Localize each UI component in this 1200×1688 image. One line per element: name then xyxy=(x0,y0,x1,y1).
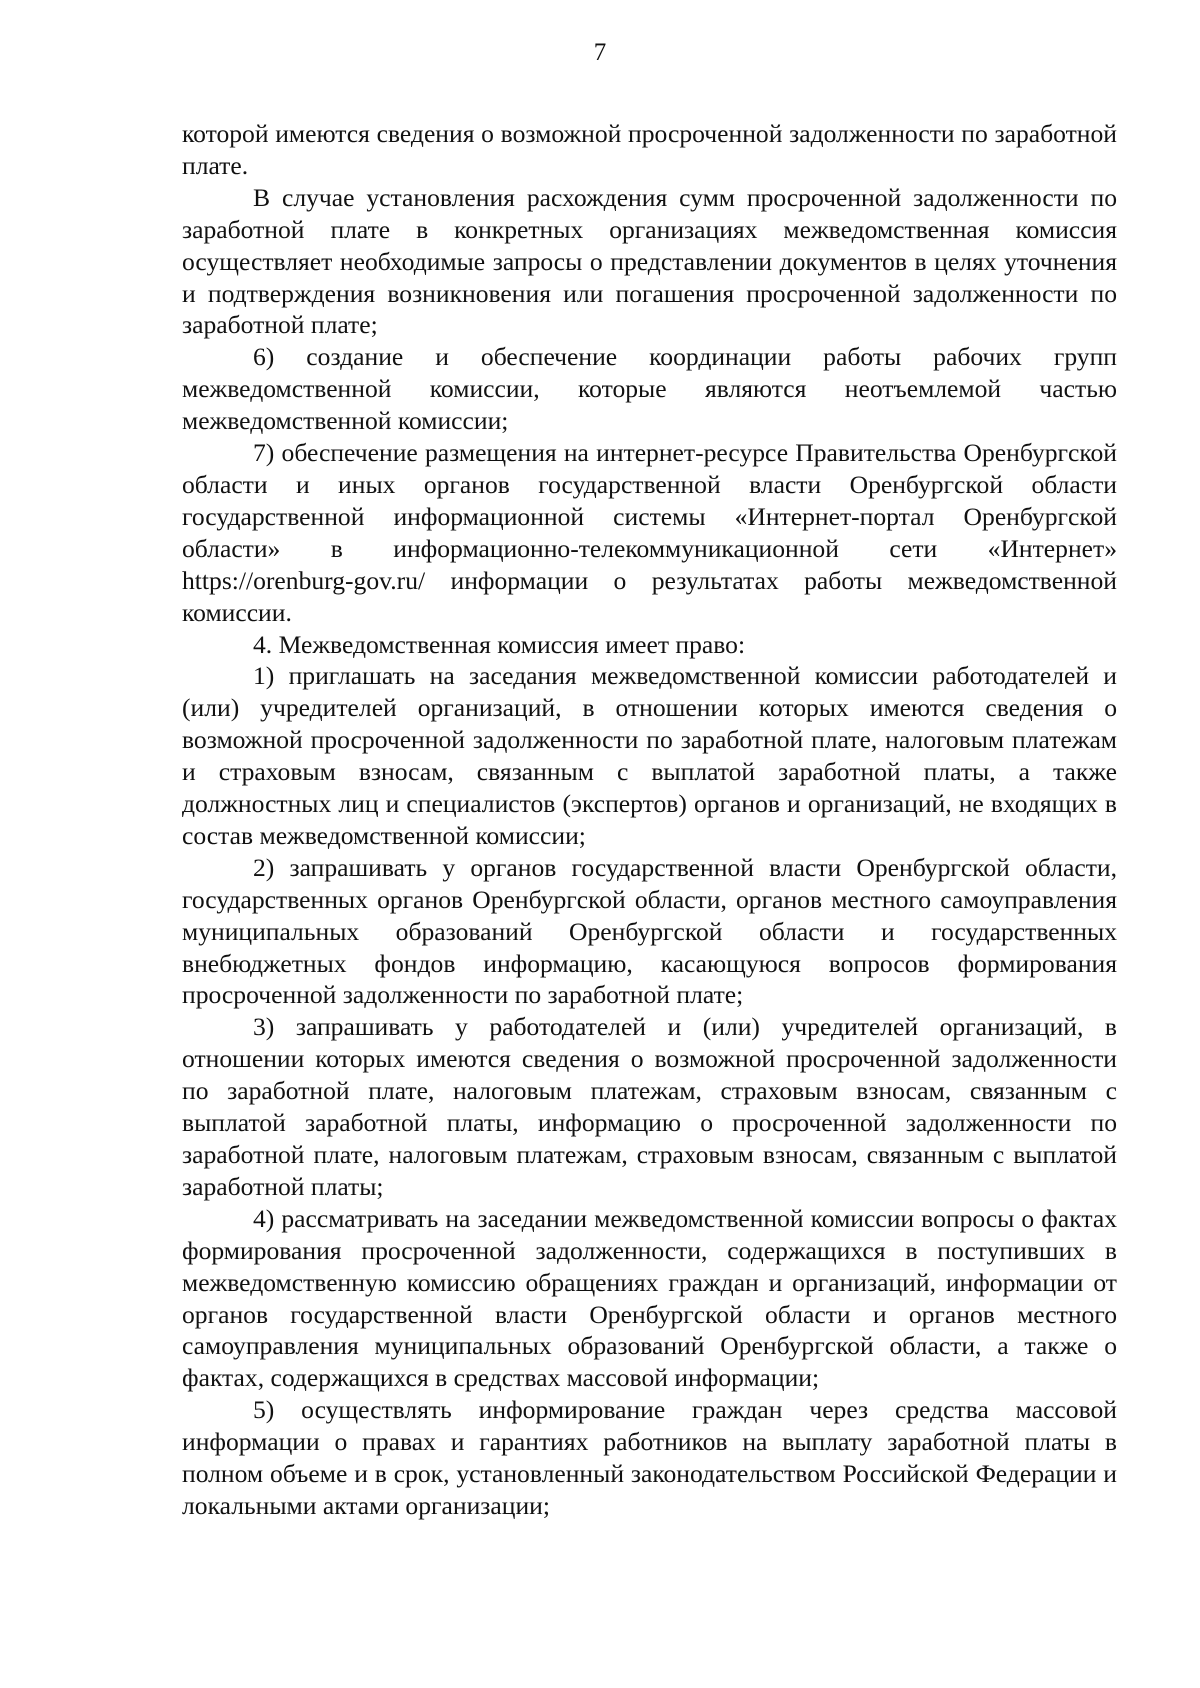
paragraph: 1) приглашать на заседания межведомственной комиссии работодателей и (или) учредителей организаций, в отношении которых имеются сведения о возможной просроченной задолженности по заработной плате, налоговым платежам и страховым взносам, связанным с выплатой заработной платы, а также должностных лиц и специалистов (экспертов) органов и организаций, не входящих в состав межведомственной комиссии; xyxy=(182,661,1117,850)
paragraph: 4. Межведомственная комиссия имеет право: xyxy=(253,629,746,659)
paragraph: 6) создание и обеспечение координации работы рабочих групп межведомственной комиссии, которые являются неотъемлемой частью межведомственной комиссии; xyxy=(182,342,1117,436)
paragraph: которой имеются сведения о возможной просроченной задолженности по заработной плате. xyxy=(182,119,1117,180)
paragraph: 4) рассматривать на заседании межведомственной комиссии вопросы о фактах формирования просроченной задолженности, содержащихся в поступивших в межведомственную комиссию обращениях граждан и организаций, информации от органов государственной власти Оренбургской области и органов местного самоуправления муниципальных образований Оренбургской области, а также о фактах, содержащихся в средствах массовой информации; xyxy=(182,1203,1117,1393)
paragraph: 5) осуществлять информирование граждан через средства массовой информации о правах и гарантиях работников на выплату заработной платы в полном объеме и в срок, установленный законодательством Российской Федерации и локальными актами организации; xyxy=(182,1395,1117,1520)
paragraph: 7) обеспечение размещения на интернет-ресурсе Правительства Оренбургской области и иных органов государственной власти Оренбургской области государственной информационной системы «Интернет-портал Оренбургской области» в информационно-телекоммуникационной сети «Интернет» https://orenburg-gov.ru/ информации о результатах работы межведомственной комиссии. xyxy=(182,438,1117,627)
paragraph: 2) запрашивать у органов государственной власти Оренбургской области, государственных органов Оренбургской области, органов местного самоуправления муниципальных образований Оренбургской области и государственных внебюджетных фондов информацию, касающуюся вопросов формирования просроченной задолженности по заработной плате; xyxy=(182,852,1117,1010)
page-number: 7 xyxy=(593,39,607,66)
document-body xyxy=(182,118,1117,1522)
paragraph: В случае установления расхождения сумм просроченной задолженности по заработной плате в конкретных организациях межведомственная комиссия осуществляет необходимые запросы о представлении документов в целях уточнения и подтверждения возникновения или погашения просроченной задолженности по заработной плате; xyxy=(182,182,1117,340)
paragraph: 3) запрашивать у работодателей и (или) учредителей организаций, в отношении которых имеются сведения о возможной просроченной задолженности по заработной плате, налоговым платежам, страховым взносам, связанным с выплатой заработной платы, информацию о просроченной задолженности по заработной плате, налоговым платежам, страховым взносам, связанным с выплатой заработной платы; xyxy=(182,1012,1117,1201)
